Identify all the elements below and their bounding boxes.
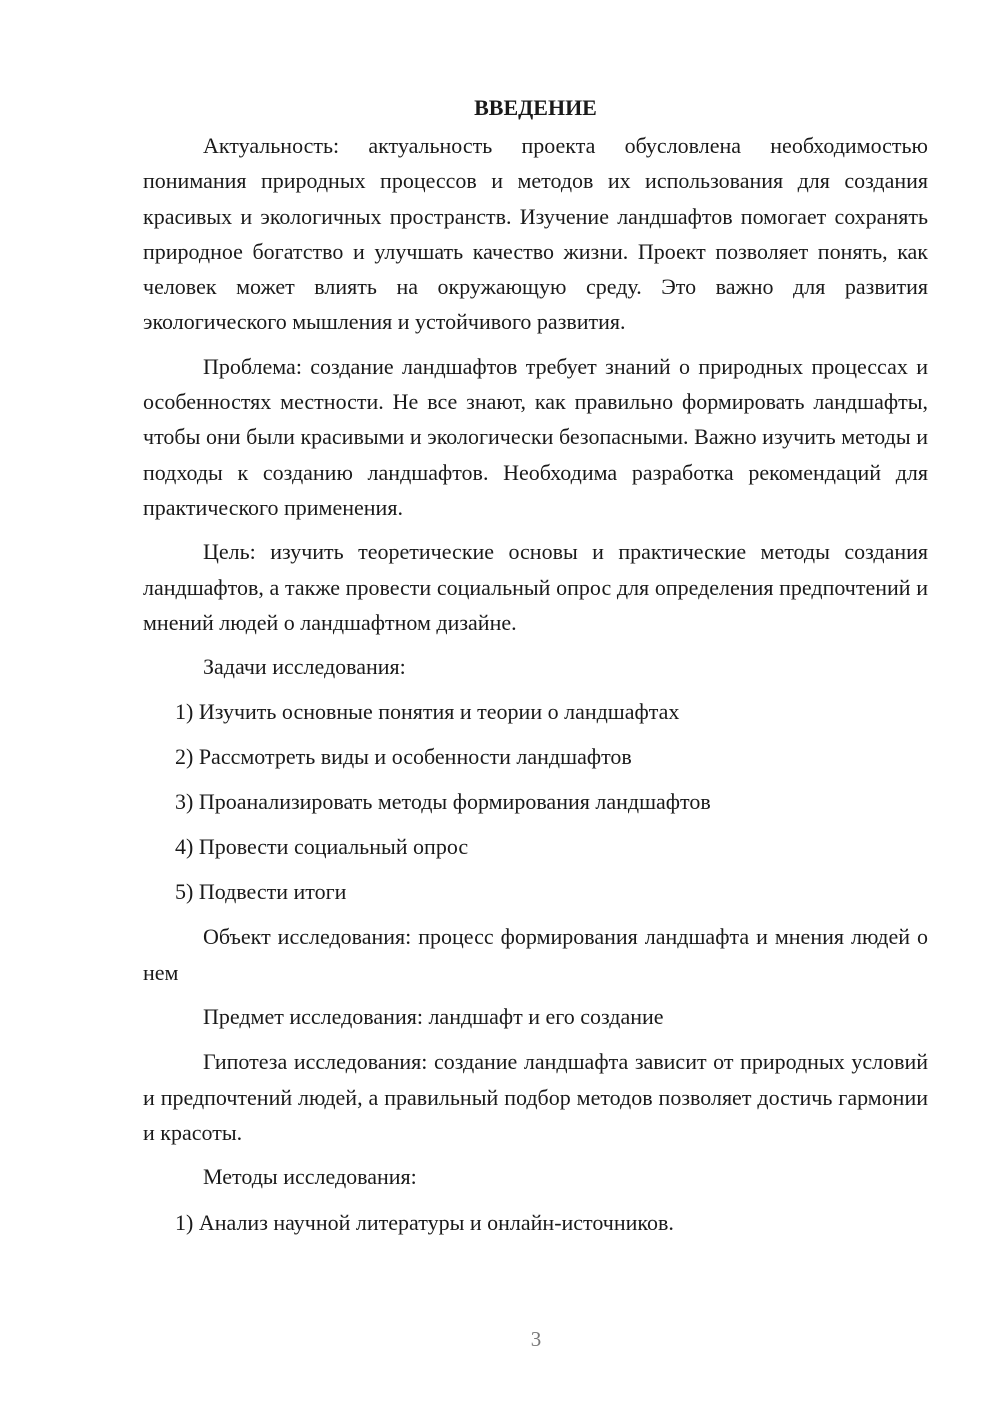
document-page [143,92,928,1250]
methods-heading: Методы исследования: [203,1164,417,1190]
paragraph-relevance: Актуальность: актуальность проекта обусловлена необходимостью понимания природных процессов и методов их использования для создания красивых и экологичных пространств. Изучение ландшафтов помогает сохранять природное богатство и улучшать качество жизни. Проект позволяет понять, как человек может влиять на окружающую среду. Это важно для развития экологического мышления и устойчивого развития. [143,133,928,335]
list-item: 1) Анализ научной литературы и онлайн-источников. [175,1209,674,1235]
paragraph-goal: Цель: изучить теоретические основы и практические методы создания ландшафтов, а также провести социальный опрос для определения предпочтений и мнений людей о ландшафтном дизайне. [143,539,928,635]
paragraph-problem: Проблема: создание ландшафтов требует знаний о природных процессах и особенностях местности. Не все знают, как правильно формировать ландшафты, чтобы они были красивыми и экологически безопасными. Важно изучить методы и подходы к созданию ландшафтов. Необходима разработка рекомендаций для практического применения. [143,353,928,520]
paragraph-subject: Предмет исследования: ландшафт и его создание [203,1004,664,1030]
paragraph-object: Объект исследования: процесс формирования ландшафта и мнения людей о нем [143,924,928,985]
list-item: 4) Провести социальный опрос [175,834,469,860]
list-item: 1) Изучить основные понятия и теории о ландшафтах [175,699,680,725]
list-item: 5) Подвести итоги [175,879,347,905]
tasks-heading: Задачи исследования: [203,654,406,680]
paragraph-hypothesis: Гипотеза исследования: создание ландшафта зависит от природных условий и предпочтений людей, а правильный подбор методов позволяет достичь гармонии и красоты. [143,1049,928,1145]
list-item: 2) Рассмотреть виды и особенности ландшафтов [175,744,632,770]
methods-list [143,1205,928,1240]
page-title: ВВЕДЕНИЕ [474,95,597,120]
tasks-list [143,694,928,909]
list-item: 3) Проанализировать методы формирования ландшафтов [175,789,711,815]
page-number: 3 [530,1327,542,1351]
